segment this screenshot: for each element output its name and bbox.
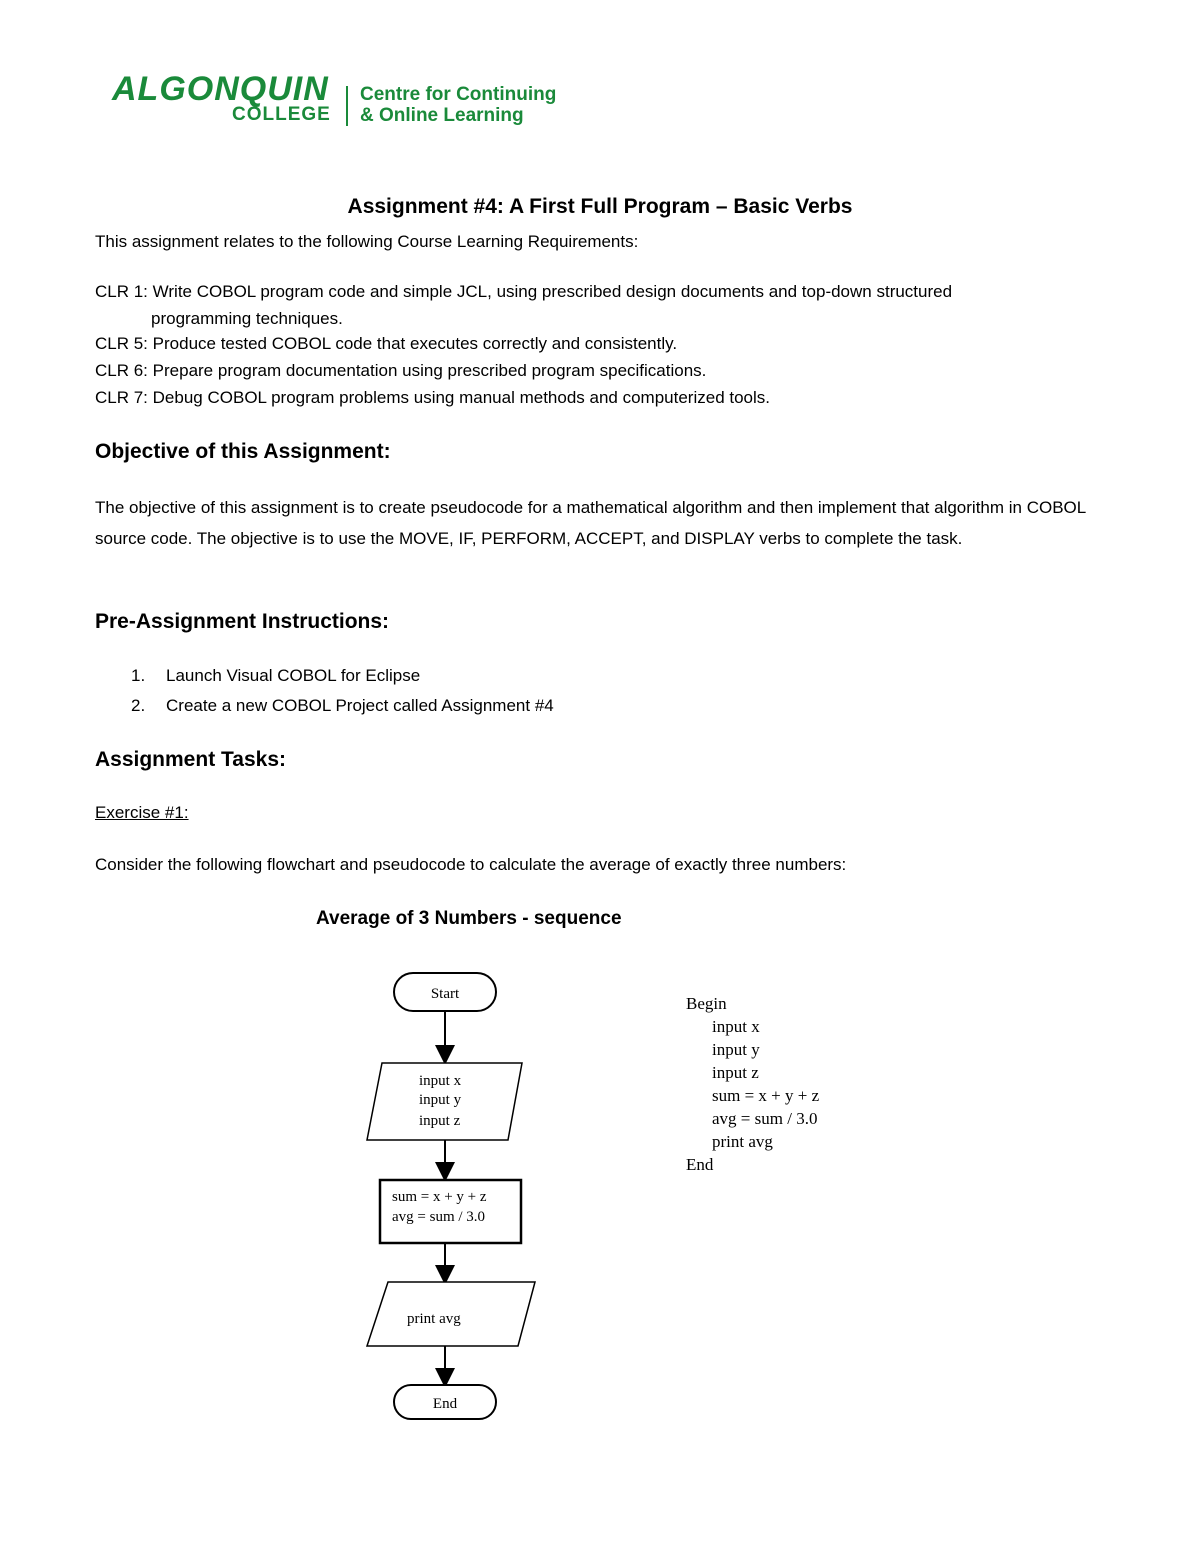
logo-divider (346, 86, 348, 126)
pseudocode-line: Begin (686, 994, 727, 1013)
process-line: sum = x + y + z (392, 1189, 487, 1205)
pre-assignment-heading: Pre-Assignment Instructions: (95, 610, 390, 633)
logo-name-line1: ALGONQUIN (112, 70, 329, 108)
clr-item (95, 279, 952, 305)
tasks-heading: Assignment Tasks: (95, 748, 286, 771)
clr-label: CLR 7: (95, 388, 148, 407)
list-item-text: Create a new COBOL Project called Assignment #4 (166, 696, 554, 715)
pseudocode-line: print avg (712, 1132, 773, 1151)
clr-text: Prepare program documentation using prescribed program specifications. (152, 361, 707, 380)
college-logo (112, 70, 592, 130)
pseudocode-line: End (686, 1155, 714, 1174)
list-item-number: 2. (131, 696, 146, 715)
clr-label: CLR 1: (95, 282, 148, 301)
clr-item (95, 358, 706, 384)
clr-item (95, 385, 770, 411)
start-label: Start (430, 986, 460, 1002)
clr-label: CLR 6: (95, 361, 148, 380)
flowchart-title: Average of 3 Numbers - sequence (316, 908, 622, 929)
input-line: input x (419, 1073, 462, 1089)
input-line: input y (419, 1092, 462, 1108)
pseudocode-line: input x (712, 1017, 760, 1036)
clr-text: Debug COBOL program problems using manual methods and computerized tools. (152, 388, 771, 407)
pseudocode-line: sum = x + y + z (712, 1086, 820, 1105)
output-label: print avg (407, 1311, 461, 1327)
pseudocode-line: avg = sum / 3.0 (712, 1109, 818, 1128)
list-item-number: 1. (131, 666, 146, 685)
clr-text: Write COBOL program code and simple JCL, using prescribed design documents and top-down structured (152, 282, 953, 301)
process-line: avg = sum / 3.0 (392, 1209, 486, 1225)
document-title: Assignment #4: A First Full Program – Basic Verbs (347, 195, 853, 218)
intro-text: This assignment relates to the following Course Learning Requirements: (95, 232, 639, 251)
clr-label: CLR 5: (95, 334, 148, 353)
clr-item (95, 331, 677, 357)
clr-continuation: programming techniques. (151, 309, 343, 328)
logo-name-line2: COLLEGE (232, 104, 331, 125)
pseudocode-line: input y (712, 1040, 760, 1059)
clr-text: Produce tested COBOL code that executes correctly and consistently. (152, 334, 678, 353)
input-line: input z (419, 1113, 461, 1129)
exercise-description: Consider the following flowchart and pseudocode to calculate the average of exactly three numbers: (95, 855, 847, 874)
flowchart-diagram (360, 965, 550, 1425)
objective-paragraph: The objective of this assignment is to create pseudocode for a mathematical algorithm and then implement that algorithm in COBOL source code. The objective is to use the MOVE, IF, PERFORM, ACCEPT, and DISPLAY verbs to complete the task. (95, 498, 1086, 548)
end-label: End (432, 1396, 458, 1412)
logo-tagline-line1: Centre for Continuing (360, 84, 557, 105)
objective-heading: Objective of this Assignment: (95, 440, 391, 463)
exercise-label: Exercise #1: (95, 803, 189, 822)
logo-tagline-line2: & Online Learning (360, 105, 524, 126)
pseudocode-line: input z (712, 1063, 759, 1082)
list-item-text: Launch Visual COBOL for Eclipse (166, 666, 421, 685)
